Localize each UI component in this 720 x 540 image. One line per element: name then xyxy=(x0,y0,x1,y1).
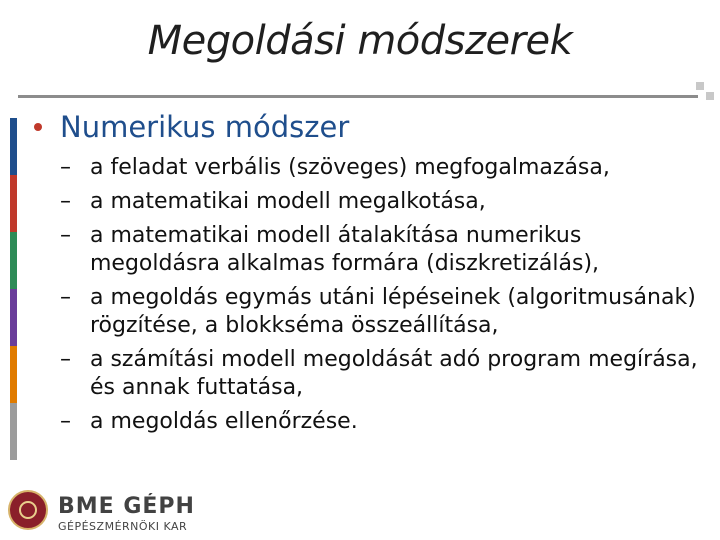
dash-icon: – xyxy=(60,223,71,248)
side-color-bar xyxy=(10,118,17,460)
seal-icon xyxy=(8,490,48,530)
university-logo xyxy=(8,490,208,538)
logo-department: GÉPÉSZMÉRNÖKI KAR xyxy=(58,520,188,533)
heading-text: Numerikus módszer xyxy=(60,110,350,144)
bar-segment-green xyxy=(10,232,17,289)
list-item: – a matematikai modell átalakítása numerikus megoldásra alkalmas formára (diszkretizálás), xyxy=(60,223,600,276)
dash-icon: – xyxy=(60,409,71,434)
list-item: – a megoldás egymás utáni lépéseinek (algoritmusának) rögzítése, a blokkséma összeállítása, xyxy=(60,285,696,338)
bar-segment-gray xyxy=(10,403,17,460)
corner-square-1 xyxy=(696,82,704,90)
title-divider xyxy=(18,95,698,98)
bullet-icon xyxy=(34,123,42,131)
list-item: – a matematikai modell megalkotása, xyxy=(60,189,486,214)
slide-title: Megoldási módszerek xyxy=(147,18,573,64)
bar-segment-purple xyxy=(10,289,17,346)
corner-square-2 xyxy=(706,92,714,100)
list-item: – a számítási modell megoldását adó program megírása, és annak futtatása, xyxy=(60,347,698,400)
dash-icon: – xyxy=(60,285,71,310)
list-item: – a feladat verbális (szöveges) megfogalmazása, xyxy=(60,155,610,180)
dash-icon: – xyxy=(60,155,71,180)
bar-segment-blue xyxy=(10,118,17,175)
logo-brand: BME GÉPH xyxy=(58,494,195,519)
list-item: – a megoldás ellenőrzése. xyxy=(60,409,358,434)
section-heading xyxy=(30,110,349,144)
dash-icon: – xyxy=(60,189,71,214)
bar-segment-red xyxy=(10,175,17,232)
dash-icon: – xyxy=(60,347,71,372)
steps-list xyxy=(60,154,710,442)
bar-segment-orange xyxy=(10,346,17,403)
